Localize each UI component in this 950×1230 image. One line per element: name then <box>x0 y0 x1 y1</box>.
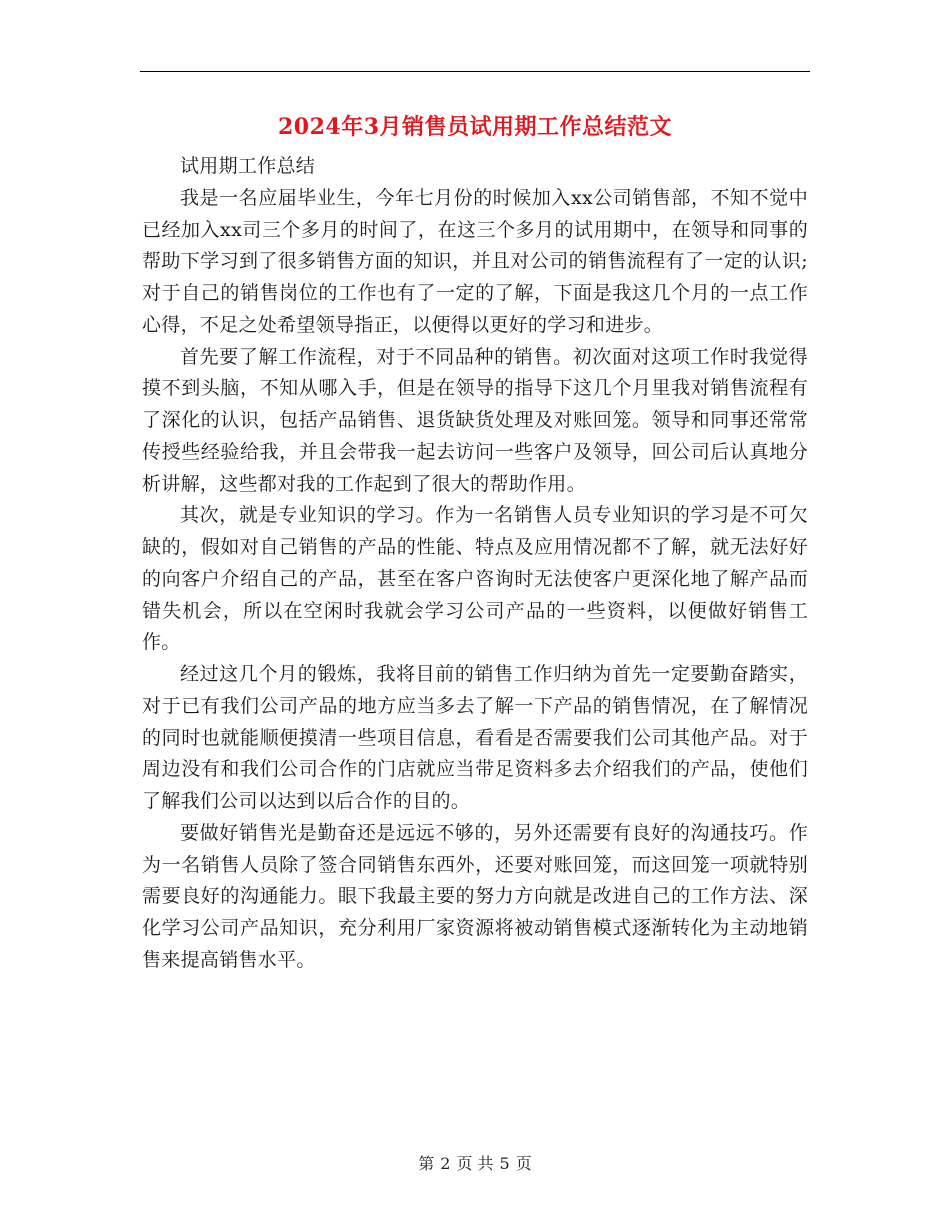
page-footer <box>0 1152 950 1176</box>
paragraph: 要做好销售光是勤奋还是远远不够的，另外还需要有良好的沟通技巧。作为一名销售人员除了签合同销售东西外，还要对账回笼，而这回笼一项就特别需要良好的沟通能力。眼下我最主要的努力方向就是改进自己的工作方法、深化学习公司产品知识，充分利用厂家资源将被动销售模式逐渐转化为主动地销售来提高销售水平。 <box>142 821 808 971</box>
paragraph-heading: 试用期工作总结 <box>180 155 316 177</box>
paragraph: 首先要了解工作流程，对于不同品种的销售。初次面对这项工作时我觉得摸不到头脑，不知从哪入手，但是在领导的指导下这几个月里我对销售流程有了深化的认识，包括产品销售、退货缺货处理及对账回笼。领导和同事还常常传授些经验给我，并且会带我一起去访问一些客户及领导，回公司后认真地分析讲解，这些都对我的工作起到了很大的帮助作用。 <box>142 345 808 495</box>
paragraph: 经过这几个月的锻炼，我将目前的销售工作归纳为首先一定要勤奋踏实，对于已有我们公司产品的地方应当多去了解一下产品的销售情况，在了解情况的同时也就能顺便摸清一些项目信息，看看是否需要我们公司其他产品。对于周边没有和我们公司合作的门店就应当带足资料多去介绍我们的产品，使他们了解我们公司以达到以后合作的目的。 <box>142 663 808 812</box>
footer-prefix: 第 <box>418 1154 435 1173</box>
header-rule <box>140 71 810 72</box>
document-title: 2024年3月销售员试用期工作总结范文 <box>277 114 673 140</box>
footer-suffix: 页 <box>515 1154 532 1173</box>
paragraph: 其次，就是专业知识的学习。作为一名销售人员专业知识的学习是不可欠缺的，假如对自己销售的产品的性能、特点及应用情况都不了解，就无法好好的向客户介绍自己的产品，甚至在客户咨询时无法使客户更深化地了解产品而错失机会，所以在空闲时我就会学习公司产品的一些资料，以便做好销售工作。 <box>142 504 808 654</box>
footer-page-number: 2 <box>440 1154 451 1173</box>
footer-total-pages: 5 <box>499 1154 510 1173</box>
document-body <box>142 151 808 977</box>
paragraph: 我是一名应届毕业生，今年七月份的时候加入xx公司销售部，不知不觉中已经加入xx司三个多月的时间了，在这三个多月的试用期中，在领导和同事的帮助下学习到了很多销售方面的知识，并且对公司的销售流程有了一定的认识;对于自己的销售岗位的工作也有了一定的了解，下面是我这几个月的一点工作心得，不足之处希望领导指正，以便得以更好的学习和进步。 <box>142 186 808 336</box>
footer-mid: 页 共 <box>456 1154 494 1173</box>
